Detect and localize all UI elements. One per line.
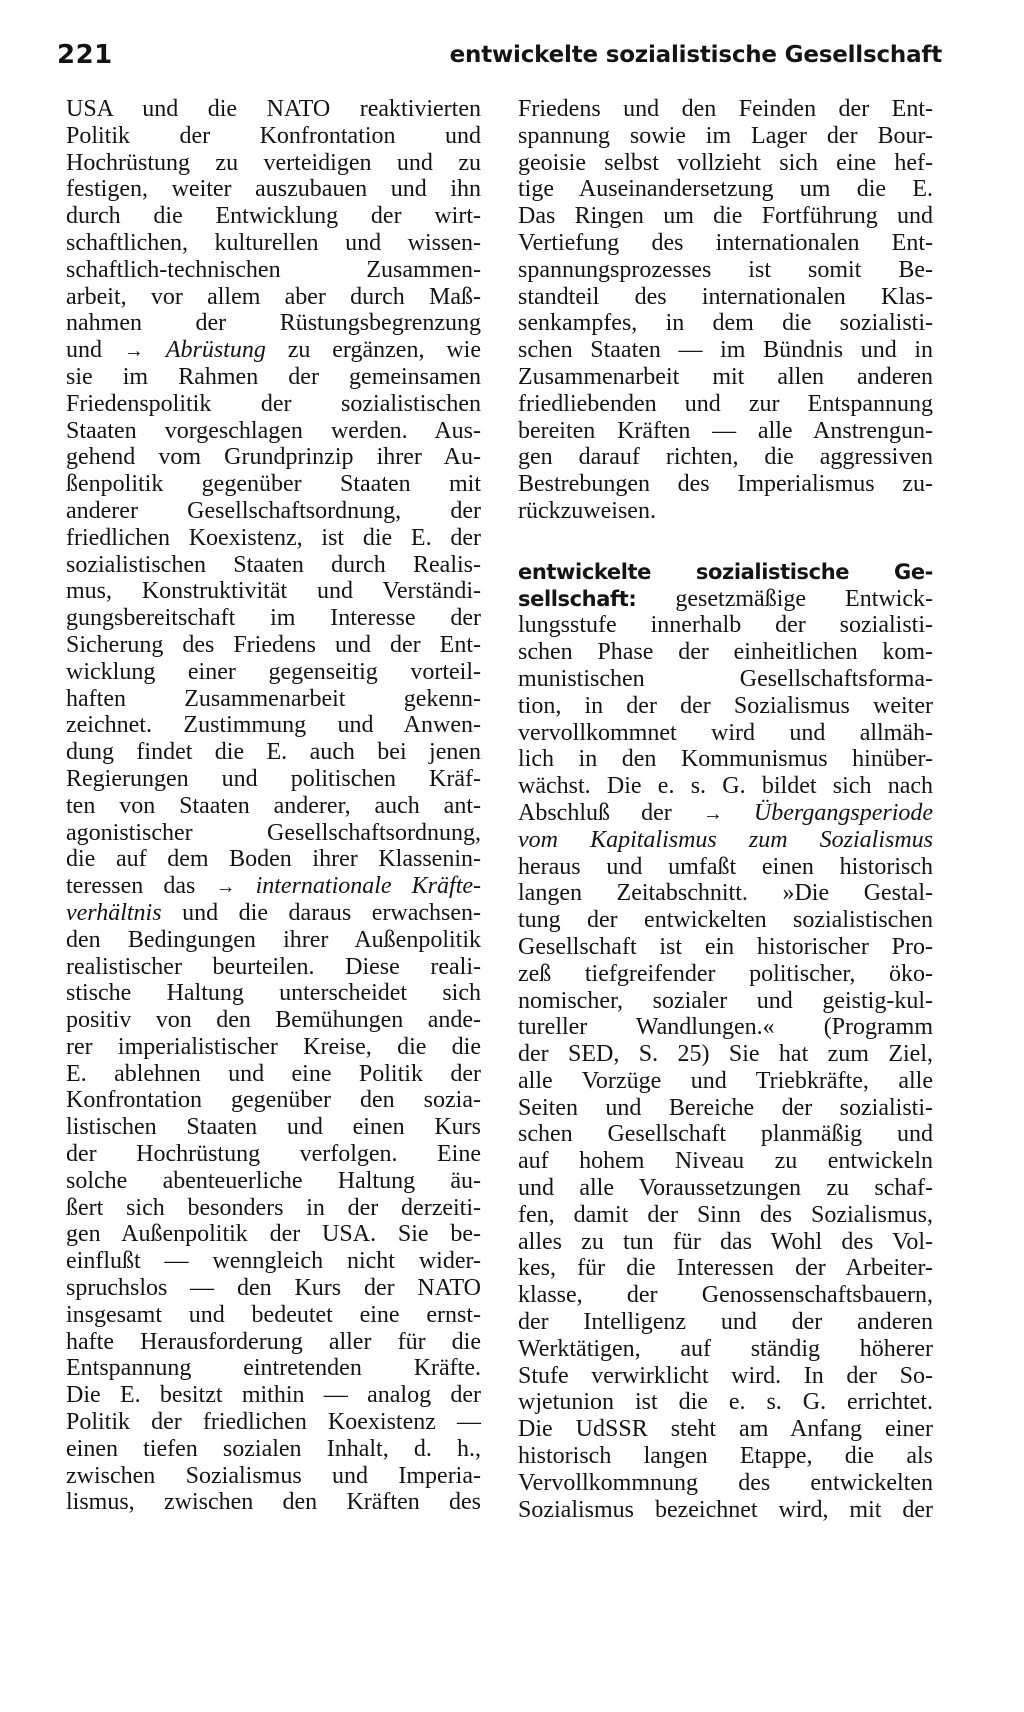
text-line: [518, 1309, 933, 1336]
text-line: [518, 1041, 933, 1068]
text-line: [66, 1382, 481, 1409]
text-run: historisch langen Etappe, die als: [518, 1443, 933, 1470]
text-run: Werktätigen, auf ständig höherer: [518, 1335, 933, 1362]
text-run: rückzuweisen.: [518, 497, 656, 524]
text-run: solche abenteuerliche Haltung äu-: [66, 1167, 481, 1194]
cross-reference[interactable]: internationale Kräfte-: [255, 873, 482, 900]
cross-reference[interactable]: verhältnis: [66, 899, 162, 926]
text-line: [518, 310, 933, 337]
text-run: geoisie selbst vollzieht sich eine hef-: [518, 149, 933, 176]
text-line: [518, 257, 933, 284]
text-line: [66, 552, 481, 579]
cross-reference-arrow[interactable]: →: [215, 876, 236, 899]
text-line: [518, 176, 933, 203]
text-line: [518, 961, 933, 988]
text-run: Konfrontation gegenüber den sozia-: [66, 1087, 481, 1114]
text-line: [66, 1034, 481, 1061]
text-run: Staaten vorgeschlagen werden. Aus-: [66, 417, 481, 444]
text-run: listischen Staaten und einen Kurs: [66, 1114, 481, 1141]
text-line: [66, 686, 481, 713]
text-line: [518, 498, 933, 525]
text-run: tige Auseinandersetzung um die E.: [518, 176, 933, 203]
text-run: Die UdSSR steht am Anfang einer: [518, 1416, 933, 1443]
text-line: [518, 418, 933, 445]
text-line: [518, 880, 933, 907]
text-line: [66, 632, 481, 659]
text-run: einflußt — wenngleich nicht wider-: [66, 1248, 481, 1275]
text-run: kes, für die Interessen der Arbeiter-: [518, 1255, 933, 1282]
text-line: [518, 284, 933, 311]
text-line: [518, 150, 933, 177]
text-run: realistischer beurteilen. Diese reali-: [66, 953, 481, 980]
text-run: und alle Voraussetzungen zu schaf-: [518, 1175, 933, 1202]
text-run: lismus, zwischen den Kräften des: [66, 1489, 481, 1516]
text-line: [66, 418, 481, 445]
text-run: stische Haltung unterscheidet sich: [66, 980, 481, 1007]
text-line: [66, 230, 481, 257]
text-line: [518, 337, 933, 364]
text-run: gen Außenpolitik der USA. Sie be-: [66, 1221, 481, 1248]
text-run: Entspannung eintretenden Kräfte.: [66, 1355, 481, 1382]
text-line: [66, 1061, 481, 1088]
text-line: [66, 739, 481, 766]
text-run: und: [66, 337, 124, 364]
text-line: [518, 907, 933, 934]
text-line: [66, 391, 481, 418]
text-run: zu ergänzen, wie: [265, 337, 482, 364]
text-line: [66, 525, 481, 552]
text-line: [518, 230, 933, 257]
text-line: [518, 1282, 933, 1309]
text-line: [66, 1275, 481, 1302]
text-run: friedlichen Koexistenz, ist die E. der: [66, 524, 481, 551]
text-line: [518, 1363, 933, 1390]
text-run: schaftlich-technischen Zusammen-: [66, 256, 481, 283]
text-line: [66, 766, 481, 793]
text-run: standteil des internationalen Klas-: [518, 283, 933, 310]
cross-reference-arrow[interactable]: →: [123, 340, 144, 363]
text-run: gesetzmäßige Entwick-: [636, 585, 933, 612]
text-run: Vertiefung des internationalen Ent-: [518, 229, 933, 256]
text-line: [518, 773, 933, 800]
text-line: [518, 1175, 933, 1202]
text-line: [66, 1355, 481, 1382]
text-line: [518, 1336, 933, 1363]
text-run: auf hohem Niveau zu entwickeln: [518, 1148, 933, 1175]
text-run: ten von Staaten anderer, auch ant-: [66, 792, 481, 819]
text-line: [66, 1221, 481, 1248]
text-run: arbeit, vor allem aber durch Maß-: [66, 283, 481, 310]
text-run: Das Ringen um die Fortführung und: [518, 203, 933, 230]
text-line: [518, 203, 933, 230]
text-run: Seiten und Bereiche der sozialisti-: [518, 1094, 933, 1121]
text-line: [66, 444, 481, 471]
right-text-column: [518, 96, 933, 1523]
text-run: zeichnet. Zustimmung und Anwen-: [66, 712, 481, 739]
left-text-column: [66, 96, 481, 1516]
text-line: [66, 873, 481, 900]
entry-headword: sellschaft:: [518, 586, 637, 611]
text-run: teressen das: [66, 873, 216, 900]
text-run: bereiten Kräften — alle Anstrengun-: [518, 417, 933, 444]
running-head: entwickelte sozialistische Gesellschaft: [449, 42, 942, 68]
entry-headword: entwickelte sozialistische Ge-: [518, 559, 933, 584]
text-line: [518, 1202, 933, 1229]
text-line: [66, 954, 481, 981]
text-run: Politik der Konfrontation und: [66, 122, 481, 149]
text-run: klasse, der Genossenschaftsbauern,: [518, 1282, 933, 1309]
text-run: dung findet die E. auch bei jenen: [66, 739, 481, 766]
text-line: [66, 150, 481, 177]
text-line: [518, 639, 933, 666]
text-run: einen tiefen sozialen Inhalt, d. h.,: [66, 1435, 481, 1462]
text-run: tureller Wandlungen.« (Programm: [518, 1014, 933, 1041]
text-run: den Bedingungen ihrer Außenpolitik: [66, 926, 481, 953]
text-line: [66, 980, 481, 1007]
cross-reference-arrow[interactable]: →: [702, 802, 723, 825]
text-run: Hochrüstung zu verteidigen und zu: [66, 149, 481, 176]
text-run: senkampfes, in dem die sozialisti-: [518, 310, 933, 337]
text-run: USA und die NATO reaktivierten: [66, 96, 481, 122]
text-line: [518, 1416, 933, 1443]
page-header: [57, 40, 942, 80]
text-run: Stufe verwirklicht wird. In der So-: [518, 1362, 933, 1389]
text-line: [518, 800, 933, 827]
text-run: tung der entwickelten sozialistischen: [518, 907, 933, 934]
text-run: agonistischer Gesellschaftsordnung,: [66, 819, 481, 846]
text-run: festigen, weiter auszubauen und ihn: [66, 176, 481, 203]
text-line: [518, 827, 933, 854]
text-line: [66, 793, 481, 820]
text-run: der SED, S. 25) Sie hat zum Ziel,: [518, 1041, 933, 1068]
text-run: wächst. Die e. s. G. bildet sich nach: [518, 773, 933, 800]
text-line: [518, 364, 933, 391]
text-line: [66, 1168, 481, 1195]
text-line: [66, 310, 481, 337]
text-line: [66, 578, 481, 605]
text-run: nomischer, sozialer und geistig-kul-: [518, 987, 933, 1014]
text-run: schen Phase der einheitlichen kom-: [518, 639, 933, 666]
text-run: friedliebenden und zur Entspannung: [518, 390, 933, 417]
text-line: [66, 471, 481, 498]
text-run: mus, Konstruktivität und Verständi-: [66, 578, 481, 605]
text-line: [66, 1114, 481, 1141]
text-line: [518, 1497, 933, 1524]
text-run: lich in den Kommunismus hinüber-: [518, 746, 933, 773]
text-run: tion, in der der Sozialismus weiter: [518, 692, 933, 719]
text-line: [518, 1068, 933, 1095]
text-line: [66, 284, 481, 311]
text-line: [518, 96, 933, 123]
text-line: [66, 1463, 481, 1490]
text-line: [518, 444, 933, 471]
text-run: schaftlichen, kulturellen und wissen-: [66, 229, 481, 256]
text-run: der Hochrüstung verfolgen. Eine: [66, 1141, 481, 1168]
text-run: haften Zusammenarbeit gekenn-: [66, 685, 481, 712]
text-run: schen Gesellschaft planmäßig und: [518, 1121, 933, 1148]
text-line: [518, 123, 933, 150]
text-line: [518, 1014, 933, 1041]
text-run: ßenpolitik gegenüber Staaten mit: [66, 471, 481, 498]
text-run: spruchslos — den Kurs der NATO: [66, 1275, 481, 1302]
text-run: positiv von den Bemühungen ande-: [66, 1007, 481, 1034]
text-run: Sozialismus bezeichnet wird, mit der: [518, 1496, 933, 1523]
text-run: rer imperialistischer Kreise, die die: [66, 1033, 481, 1060]
text-line: [518, 746, 933, 773]
cross-reference[interactable]: Abrüstung: [165, 337, 266, 364]
text-line: [66, 1436, 481, 1463]
text-run: Abschluß der: [518, 799, 703, 826]
text-line: [518, 666, 933, 693]
text-line: [66, 176, 481, 203]
text-line: [66, 1489, 481, 1516]
text-run: sozialistischen Staaten durch Realis-: [66, 551, 481, 578]
text-run: wjetunion ist die e. s. G. errichtet.: [518, 1389, 933, 1416]
text-run: Friedens und den Feinden der Ent-: [518, 96, 933, 122]
text-run: Sicherung des Friedens und der Ent-: [66, 631, 481, 658]
text-run: wicklung einer gegenseitig vorteil-: [66, 658, 481, 685]
text-run: Friedenspolitik der sozialistischen: [66, 390, 481, 417]
text-run: nahmen der Rüstungsbegrenzung: [66, 310, 481, 337]
text-line: [66, 1195, 481, 1222]
text-line: [66, 1007, 481, 1034]
text-run: Zusammenarbeit mit allen anderen: [518, 363, 933, 390]
text-line: [66, 498, 481, 525]
text-line: [518, 1148, 933, 1175]
text-run: der Intelligenz und der anderen: [518, 1309, 933, 1336]
text-line: [66, 605, 481, 632]
text-run: Bestrebungen des Imperialismus zu-: [518, 471, 933, 498]
text-run: vervollkommnet wird und allmäh-: [518, 719, 933, 746]
text-run: spannung sowie im Lager der Bour-: [518, 122, 933, 149]
text-line: [66, 900, 481, 927]
text-line: [518, 471, 933, 498]
text-line: [518, 1255, 933, 1282]
text-line: [518, 612, 933, 639]
text-run: spannungsprozesses ist somit Be-: [518, 256, 933, 283]
text-line: [518, 1389, 933, 1416]
text-run: munistischen Gesellschaftsforma-: [518, 665, 933, 692]
text-line: [66, 1141, 481, 1168]
text-run: schen Staaten — im Bündnis und in: [518, 337, 933, 364]
text-line: [518, 391, 933, 418]
text-line: [518, 1443, 933, 1470]
text-run: fen, damit der Sinn des Sozialismus,: [518, 1201, 933, 1228]
text-run: Vervollkommnung des entwickelten: [518, 1469, 933, 1496]
text-line: [66, 927, 481, 954]
text-run: insgesamt und bedeutet eine ernst-: [66, 1301, 481, 1328]
entry-separator: [518, 525, 933, 559]
text-run: sie im Rahmen der gemeinsamen: [66, 363, 481, 390]
text-line: [518, 693, 933, 720]
text-run: Die E. besitzt mithin — analog der: [66, 1382, 481, 1409]
text-run: gehend vom Grundprinzip ihrer Au-: [66, 444, 481, 471]
cross-reference[interactable]: vom Kapitalismus zum Sozialismus: [518, 826, 933, 853]
text-line: [66, 123, 481, 150]
text-run: ßert sich besonders in der derzeiti-: [66, 1194, 481, 1221]
text-line: [66, 364, 481, 391]
text-run: die auf dem Boden ihrer Klassenin-: [66, 846, 481, 873]
text-run: alle Vorzüge und Triebkräfte, alle: [518, 1067, 933, 1094]
text-line: [66, 257, 481, 284]
text-line: [66, 1329, 481, 1356]
text-run: langen Zeitabschnitt. »Die Gestal-: [518, 880, 933, 907]
text-line: [66, 1248, 481, 1275]
text-line: [518, 1121, 933, 1148]
text-run: zwischen Sozialismus und Imperia-: [66, 1462, 481, 1489]
page-number: 221: [57, 40, 113, 70]
text-line: [518, 1470, 933, 1497]
text-run: anderer Gesellschaftsordnung, der: [66, 497, 481, 524]
text-run: E. ablehnen und eine Politik der: [66, 1060, 481, 1087]
text-line: [66, 820, 481, 847]
text-line: [66, 1409, 481, 1436]
text-run: Politik der friedlichen Koexistenz —: [66, 1409, 481, 1436]
text-run: Gesellschaft ist ein historischer Pro-: [518, 933, 933, 960]
text-line: [66, 659, 481, 686]
text-line: [518, 586, 933, 613]
text-run: heraus und umfaßt einen historisch: [518, 853, 933, 880]
text-line: [518, 854, 933, 881]
text-run: gungsbereitschaft im Interesse der: [66, 605, 481, 632]
text-line: [66, 203, 481, 230]
text-run: und die daraus erwachsen-: [161, 899, 481, 926]
cross-reference[interactable]: Übergangsperiode: [753, 799, 934, 826]
text-run: zeß tiefgreifender politischer, öko-: [518, 960, 933, 987]
text-run: alles zu tun für das Wohl des Vol-: [518, 1228, 933, 1255]
text-line: [66, 1302, 481, 1329]
text-line: [518, 559, 933, 586]
text-run: gen darauf richten, die aggressiven: [518, 444, 933, 471]
text-line: [66, 846, 481, 873]
text-run: Regierungen und politischen Kräf-: [66, 765, 481, 792]
text-line: [518, 934, 933, 961]
text-line: [66, 712, 481, 739]
text-run: lungsstufe innerhalb der sozialisti-: [518, 612, 933, 639]
text-line: [518, 1229, 933, 1256]
text-line: [518, 1095, 933, 1122]
text-line: [518, 720, 933, 747]
text-line: [66, 1087, 481, 1114]
text-line: [66, 337, 481, 364]
text-line: [66, 96, 481, 123]
text-line: [518, 988, 933, 1015]
text-run: durch die Entwicklung der wirt-: [66, 203, 481, 230]
text-run: hafte Herausforderung aller für die: [66, 1328, 481, 1355]
